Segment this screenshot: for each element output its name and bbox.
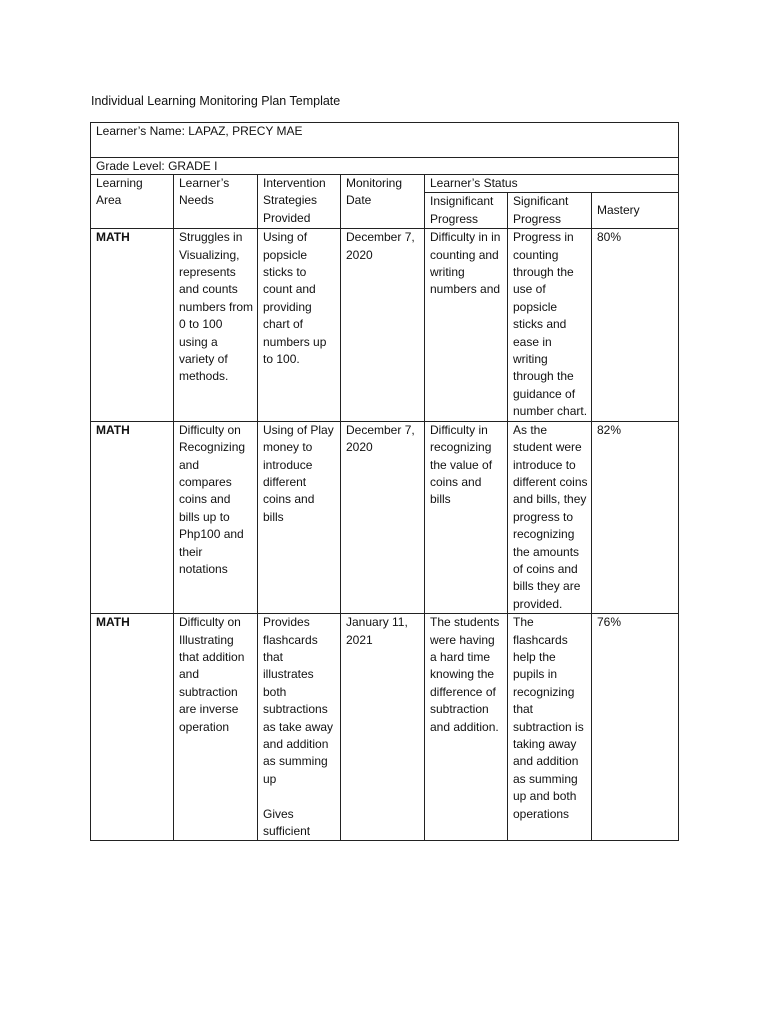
- intervention-cell: [258, 229, 341, 421]
- header-learning-area: Learning Area: [91, 175, 174, 229]
- insignificant-cell: Difficulty in recognizing the value of coins and bills: [425, 421, 508, 613]
- date-cell: January 11, 2021: [341, 614, 425, 841]
- intervention-text: Using of popsicle sticks to count and providing chart of numbers up to 100.: [263, 230, 327, 367]
- insignificant-cell: Difficulty in in counting and writing numbers and: [425, 229, 508, 421]
- header-intervention: Intervention Strategies Provided: [258, 175, 341, 229]
- area-cell: MATH: [91, 421, 174, 613]
- significant-cell: The flashcards help the pupils in recognizing that subtraction is taking away and addition as summing up and both operations: [508, 614, 592, 841]
- significant-cell: As the student were introduce to different coins and bills, they progress to recognizing the amounts of coins and bills they are provided.: [508, 421, 592, 613]
- table-row: [91, 421, 679, 613]
- intervention-spacer: [263, 788, 337, 805]
- intervention-cell: [258, 614, 341, 841]
- learner-name-label: Learner’s Name:: [96, 124, 185, 138]
- mastery-cell: 80%: [592, 229, 679, 421]
- intervention-extra-text: Gives sufficient: [263, 806, 311, 839]
- needs-cell: Difficulty on Recognizing and compares coins and bills up to Php100 and their notations: [174, 421, 258, 613]
- header-row-top: [91, 175, 679, 193]
- insignificant-cell: The students were having a hard time knowing the difference of subtraction and addition.: [425, 614, 508, 841]
- grade-level-row: [91, 158, 679, 175]
- needs-cell: Difficulty on Illustrating that addition and subtraction are inverse operation: [174, 614, 258, 841]
- learner-name-value: LAPAZ, PRECY MAE: [188, 124, 303, 138]
- needs-cell: Struggles in Visualizing, represents and counts numbers from 0 to 100 using a variety of methods.: [174, 229, 258, 421]
- grade-level-label: Grade Level:: [96, 159, 165, 173]
- date-cell: December 7, 2020: [341, 421, 425, 613]
- mastery-cell: 82%: [592, 421, 679, 613]
- mastery-cell: 76%: [592, 614, 679, 841]
- header-mastery: Mastery: [592, 193, 679, 229]
- header-learners-status: Learner’s Status: [425, 175, 679, 193]
- significant-cell: Progress in counting through the use of popsicle sticks and ease in writing through the guidance of number chart.: [508, 229, 592, 421]
- intervention-text: Using of Play money to introduce different coins and bills: [263, 422, 334, 524]
- area-cell: MATH: [91, 614, 174, 841]
- header-learners-needs: Learner’s Needs: [174, 175, 258, 229]
- table-row: [91, 229, 679, 421]
- learner-name-cell: [91, 123, 679, 158]
- document-title: Individual Learning Monitoring Plan Template: [91, 94, 341, 108]
- intervention-text: Provides flashcards that illustrates both subtractions as take away and addition as summing up: [263, 615, 334, 786]
- header-significant: Significant Progress: [508, 193, 592, 229]
- grade-level-cell: [91, 158, 679, 175]
- learner-name-row: [91, 123, 679, 158]
- area-cell: MATH: [91, 229, 174, 421]
- header-insignificant: Insignificant Progress: [425, 193, 508, 229]
- header-monitoring-date: Monitoring Date: [341, 175, 425, 229]
- grade-level-value: GRADE I: [168, 159, 218, 173]
- date-cell: December 7, 2020: [341, 229, 425, 421]
- monitoring-plan-table: [90, 122, 679, 841]
- intervention-cell: [258, 421, 341, 613]
- table-row: [91, 614, 679, 841]
